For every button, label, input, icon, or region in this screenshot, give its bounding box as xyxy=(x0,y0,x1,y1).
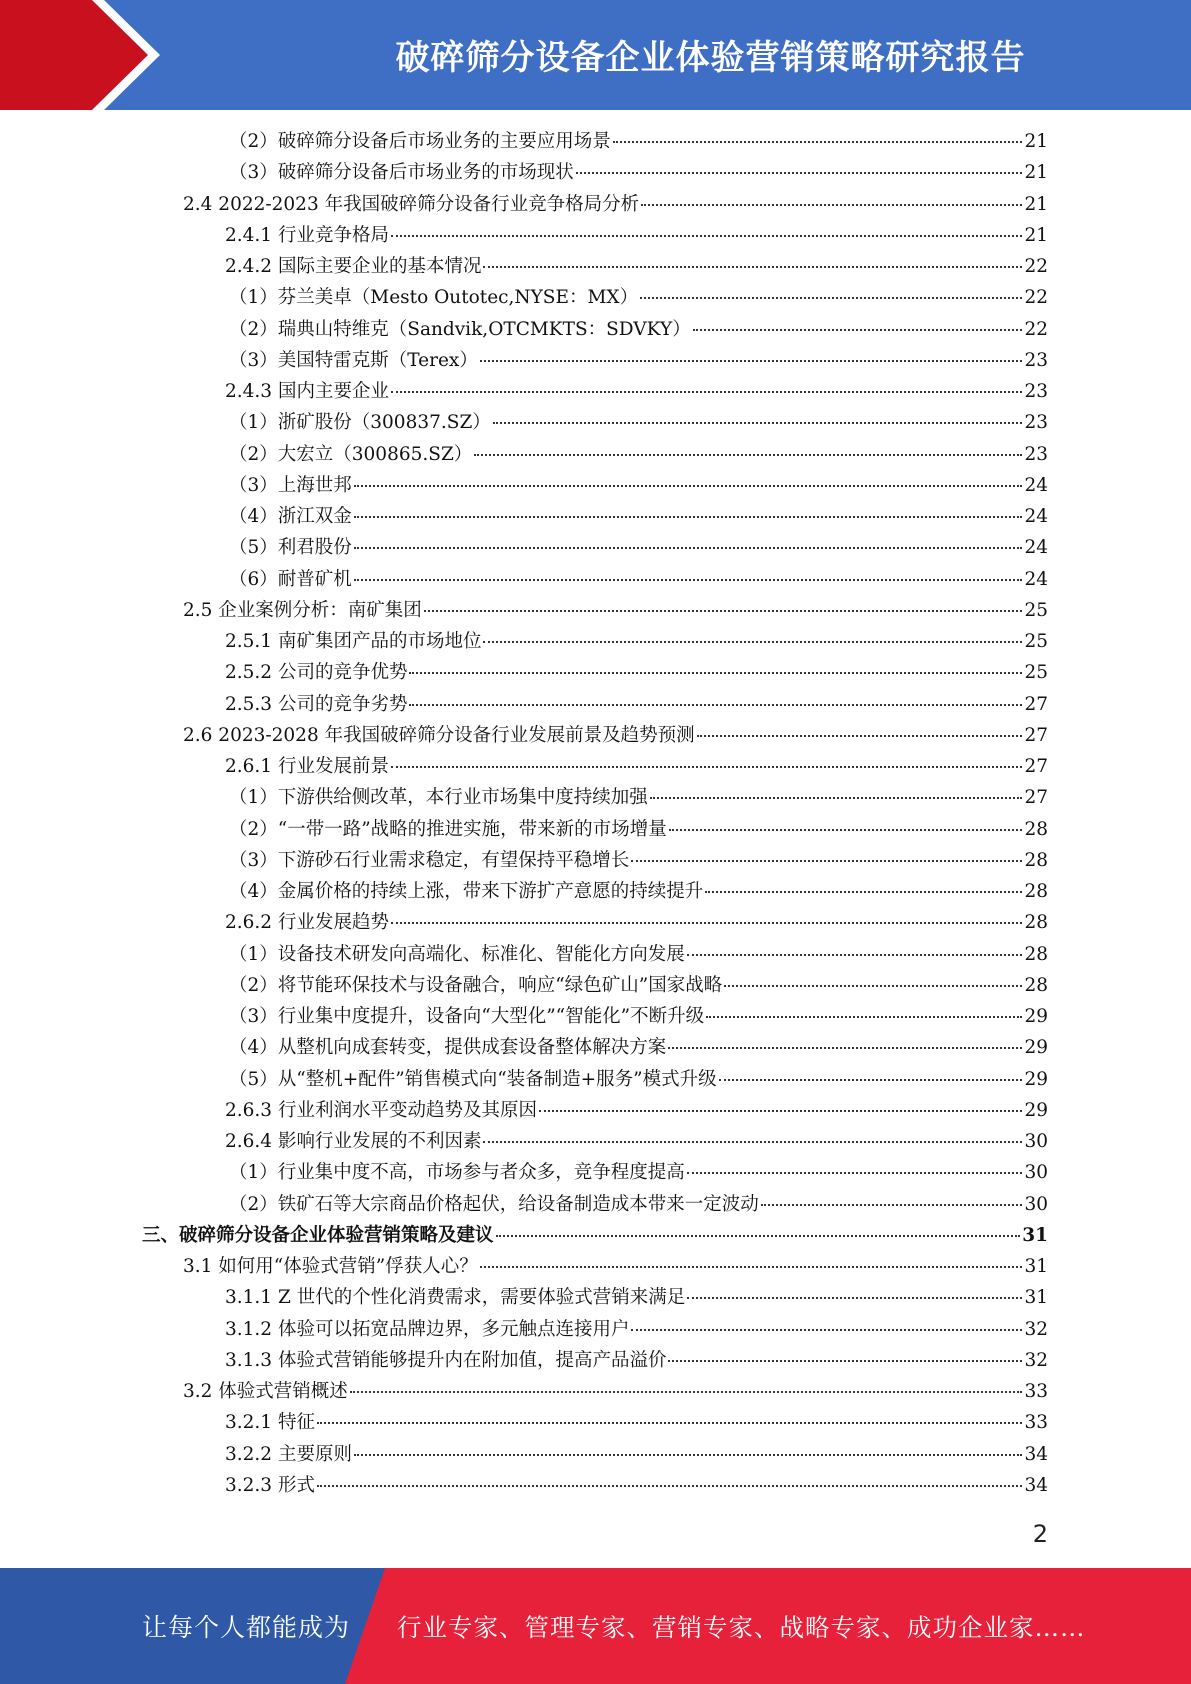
toc-entry-label: 2.5.3 公司的竞争劣势 xyxy=(225,693,408,715)
toc-dot-leader xyxy=(317,1422,1023,1424)
toc-entry-label: 2.5.1 南矿集团产品的市场地位 xyxy=(225,631,482,652)
toc-entry-label: 2.6.3 行业利润水平变动趋势及其原因 xyxy=(225,1099,537,1121)
toc-dot-leader xyxy=(640,297,1022,299)
toc-dot-leader xyxy=(391,766,1022,768)
toc-entry[interactable] xyxy=(183,720,1048,751)
toc-entry-label: （2）破碎筛分设备后市场业务的主要应用场景 xyxy=(229,131,611,152)
toc-entry-label: 3.2 体验式营销概述 xyxy=(183,1381,348,1402)
toc-entry-page: 21 xyxy=(1024,162,1048,184)
toc-entry-label: 2.4 2022-2023 年我国破碎筛分设备行业竞争格局分析 xyxy=(183,193,640,215)
toc-entry-label: 3.1 如何用“体验式营销”俘获人心？ xyxy=(183,1256,478,1277)
toc-entry-label: 2.4.2 国际主要企业的基本情况 xyxy=(225,256,482,277)
toc-entry-page: 28 xyxy=(1024,818,1048,840)
toc-entry-page: 24 xyxy=(1024,506,1048,527)
toc-entry-page: 30 xyxy=(1024,1162,1048,1184)
toc-entry-label: （2）铁矿石等大宗商品价格起伏，给设备制造成本带来一定波动 xyxy=(229,1193,759,1215)
toc-entry-page: 22 xyxy=(1024,256,1048,277)
toc-entry[interactable] xyxy=(229,939,1048,970)
toc-entry-page: 31 xyxy=(1024,1256,1048,1277)
toc-entry-page: 25 xyxy=(1024,662,1048,684)
toc-entry-label: （4）浙江双金 xyxy=(229,506,352,527)
toc-dot-leader xyxy=(761,1204,1023,1206)
toc-entry[interactable] xyxy=(225,1407,1048,1438)
toc-dot-leader xyxy=(496,1235,1021,1237)
toc-dot-leader xyxy=(483,641,1022,643)
toc-entry-page: 24 xyxy=(1024,568,1048,590)
toc-entry[interactable] xyxy=(229,564,1048,595)
toc-entry-label: （3）美国特雷克斯（Terex） xyxy=(229,349,478,371)
toc-entry-page: 34 xyxy=(1024,1474,1048,1496)
toc-entry-label: 三、破碎筛分设备企业体验营销策略及建议 xyxy=(142,1224,494,1246)
footer-slogan-left: 让每个人都能成为 xyxy=(142,1613,351,1642)
toc-entry[interactable] xyxy=(225,251,1048,282)
toc-dot-leader xyxy=(354,579,1023,581)
toc-dot-leader xyxy=(354,516,1023,518)
toc-dot-leader xyxy=(409,672,1022,674)
toc-entry-label: 2.6.4 影响行业发展的不利因素 xyxy=(225,1131,482,1152)
toc-entry-page: 23 xyxy=(1024,412,1048,434)
toc-entry[interactable] xyxy=(183,189,1048,220)
toc-entry-page: 28 xyxy=(1024,912,1048,934)
toc-entry-label: （1）芬兰美卓（Mesto Outotec,NYSE：MX） xyxy=(229,287,639,309)
toc-entry[interactable] xyxy=(225,1095,1048,1126)
toc-entry[interactable] xyxy=(229,1157,1048,1188)
toc-entry-page: 29 xyxy=(1024,1068,1048,1090)
toc-entry-label: （3）行业集中度提升，设备向“大型化”“智能化”不断升级 xyxy=(229,1006,705,1027)
toc-entry-label: 3.1.1 Z 世代的个性化消费需求，需要体验式营销来满足 xyxy=(225,1287,686,1309)
toc-entry-page: 28 xyxy=(1024,849,1048,871)
toc-dot-leader xyxy=(705,891,1022,893)
toc-dot-leader xyxy=(480,360,1023,362)
toc-entry[interactable] xyxy=(225,626,1048,657)
toc-dot-leader xyxy=(409,704,1022,706)
toc-entry[interactable] xyxy=(229,501,1048,532)
toc-entry-page: 33 xyxy=(1024,1381,1048,1402)
toc-entry-page: 22 xyxy=(1024,287,1048,309)
toc-entry-page: 29 xyxy=(1024,1099,1048,1121)
toc-entry-page: 21 xyxy=(1024,131,1048,152)
toc-entry-page: 27 xyxy=(1024,756,1048,777)
toc-dot-leader xyxy=(706,1016,1022,1018)
toc-entry-label: （1）设备技术研发向高端化、标准化、智能化方向发展 xyxy=(229,943,685,965)
toc-entry-page: 31 xyxy=(1024,1287,1048,1309)
toc-entry-page: 23 xyxy=(1024,381,1048,402)
toc-dot-leader xyxy=(391,235,1022,237)
report-title: 破碎筛分设备企业体验营销策略研究报告 xyxy=(395,37,1026,78)
toc-entry-page: 25 xyxy=(1024,599,1048,621)
toc-entry-page: 25 xyxy=(1024,631,1048,652)
toc-entry[interactable] xyxy=(229,1032,1048,1063)
toc-entry-label: （1）浙矿股份（300837.SZ） xyxy=(229,412,491,434)
toc-entry-label: 2.6.1 行业发展前景 xyxy=(225,756,389,777)
toc-entry[interactable] xyxy=(225,1282,1048,1313)
page-number: 2 xyxy=(1032,1520,1048,1548)
toc-entry-label: 2.4.1 行业竞争格局 xyxy=(225,224,389,246)
toc-entry-page: 30 xyxy=(1024,1131,1048,1152)
toc-dot-leader xyxy=(724,985,1022,987)
toc-entry-label: （3）上海世邦 xyxy=(229,474,352,496)
toc-entry[interactable] xyxy=(225,1439,1048,1470)
toc-entry-label: （3）破碎筛分设备后市场业务的市场现状 xyxy=(229,162,574,184)
toc-entry[interactable] xyxy=(183,1376,1048,1407)
toc-entry[interactable] xyxy=(225,1314,1048,1345)
toc-entry-page: 27 xyxy=(1024,724,1048,746)
toc-entry-label: 2.5.2 公司的竞争优势 xyxy=(225,662,408,684)
toc-entry[interactable] xyxy=(225,1126,1048,1157)
toc-entry-page: 29 xyxy=(1024,1006,1048,1027)
header-arrow-decoration xyxy=(0,0,230,110)
toc-entry-page: 21 xyxy=(1024,193,1048,215)
toc-entry[interactable] xyxy=(229,1001,1048,1032)
toc-entry-page: 23 xyxy=(1024,443,1048,465)
toc-dot-leader xyxy=(539,1110,1022,1112)
toc-entry[interactable] xyxy=(229,157,1048,188)
toc-dot-leader xyxy=(697,735,1023,737)
toc-entry-label: 2.6.2 行业发展趋势 xyxy=(225,912,389,934)
toc-dot-leader xyxy=(641,204,1022,206)
page-header xyxy=(0,0,1191,110)
toc-entry-page: 28 xyxy=(1024,974,1048,996)
toc-entry-label: （5）从“整机+配件”销售模式向“装备制造+服务”模式升级 xyxy=(229,1068,717,1090)
toc-entry-page: 33 xyxy=(1024,1412,1048,1434)
toc-entry[interactable] xyxy=(225,907,1048,938)
toc-entry-label: （1）下游供给侧改革，本行业市场集中度持续加强 xyxy=(229,787,648,809)
toc-entry[interactable] xyxy=(229,1189,1048,1220)
toc-dot-leader xyxy=(493,422,1023,424)
toc-entry-label: （6）耐普矿机 xyxy=(229,568,352,590)
toc-entry[interactable] xyxy=(225,751,1048,782)
toc-dot-leader xyxy=(687,1172,1023,1174)
toc-dot-leader xyxy=(483,1141,1022,1143)
toc-dot-leader xyxy=(391,391,1022,393)
toc-entry-label: （5）利君股份 xyxy=(229,537,352,559)
toc-entry[interactable] xyxy=(225,657,1048,688)
toc-entry-label: 2.4.3 国内主要企业 xyxy=(225,381,389,402)
toc-entry[interactable] xyxy=(183,1251,1048,1282)
toc-entry-page: 21 xyxy=(1024,224,1048,246)
toc-entry[interactable] xyxy=(229,845,1048,876)
toc-dot-leader xyxy=(669,829,1023,831)
toc-entry[interactable] xyxy=(229,345,1048,376)
toc-entry-page: 32 xyxy=(1024,1349,1048,1371)
toc-entry[interactable] xyxy=(229,126,1048,157)
toc-entry-page: 24 xyxy=(1024,474,1048,496)
toc-dot-leader xyxy=(613,141,1023,143)
toc-dot-leader xyxy=(650,797,1023,799)
toc-entry[interactable] xyxy=(229,970,1048,1001)
toc-entry-label: （4）金属价格的持续上涨，带来下游扩产意愿的持续提升 xyxy=(229,881,704,902)
toc-entry-label: 3.2.2 主要原则 xyxy=(225,1443,352,1465)
toc-dot-leader xyxy=(687,1297,1022,1299)
toc-entry[interactable] xyxy=(225,689,1048,720)
toc-dot-leader xyxy=(576,172,1023,174)
toc-dot-leader xyxy=(687,954,1023,956)
toc-entry[interactable] xyxy=(229,439,1048,470)
toc-dot-leader xyxy=(480,1266,1023,1268)
toc-entry-page: 34 xyxy=(1024,1443,1048,1465)
toc-entry-label: （2）瑞典山特维克（Sandvik,OTCMKTS：SDVKY） xyxy=(229,318,691,340)
toc-dot-leader xyxy=(719,1079,1023,1081)
toc-entry[interactable] xyxy=(229,470,1048,501)
toc-dot-leader xyxy=(631,860,1022,862)
toc-entry-page: 30 xyxy=(1024,1193,1048,1215)
toc-entry-page: 28 xyxy=(1024,943,1048,965)
toc-entry[interactable] xyxy=(229,407,1048,438)
toc-entry-label: 3.1.3 体验式营销能够提升内在附加值，提高产品溢价 xyxy=(225,1349,667,1371)
toc-entry-label: （3）下游砂石行业需求稳定，有望保持平稳增长 xyxy=(229,849,630,871)
toc-entry-page: 27 xyxy=(1024,693,1048,715)
toc-entry-label: 2.6 2023-2028 年我国破碎筛分设备行业发展前景及趋势预测 xyxy=(183,724,695,746)
toc-entry-page: 23 xyxy=(1024,349,1048,371)
toc-entry-label: 3.2.3 形式 xyxy=(225,1474,315,1496)
toc-entry[interactable] xyxy=(229,1064,1048,1095)
toc-dot-leader xyxy=(317,1485,1023,1487)
toc-entry-label: 3.2.1 特征 xyxy=(225,1412,315,1434)
toc-entry[interactable] xyxy=(142,1220,1048,1251)
toc-entry-page: 32 xyxy=(1024,1318,1048,1340)
toc-entry[interactable] xyxy=(225,1345,1048,1376)
footer-slogan-right: 行业专家、管理专家、营销专家、战略专家、成功企业家…… xyxy=(397,1612,1086,1642)
toc-entry[interactable] xyxy=(229,532,1048,563)
toc-entry-label: （2）“一带一路”战略的推进实施，带来新的市场增量 xyxy=(229,818,667,840)
toc-dot-leader xyxy=(483,266,1022,268)
toc-entry-page: 29 xyxy=(1024,1037,1048,1059)
toc-entry[interactable] xyxy=(229,314,1048,345)
toc-entry-label: （1）行业集中度不高，市场参与者众多，竞争程度提高 xyxy=(229,1162,685,1184)
toc-dot-leader xyxy=(668,1047,1022,1049)
toc-entry-page: 24 xyxy=(1024,537,1048,559)
toc-entry-page: 22 xyxy=(1024,318,1048,340)
page-footer xyxy=(0,1568,1191,1684)
toc-entry-label: 3.1.2 体验可以拓宽品牌边界，多元触点连接用户 xyxy=(225,1318,630,1340)
toc-entry-page: 27 xyxy=(1024,787,1048,809)
toc-entry[interactable] xyxy=(229,782,1048,813)
toc-entry[interactable] xyxy=(229,814,1048,845)
toc-entry[interactable] xyxy=(183,595,1048,626)
toc-entry-label: （2）将节能环保技术与设备融合，响应“绿色矿山”国家战略 xyxy=(229,974,723,996)
toc-entry[interactable] xyxy=(229,282,1048,313)
toc-entry[interactable] xyxy=(225,376,1048,407)
toc-entry[interactable] xyxy=(225,1470,1048,1501)
toc-entry-label: （2）大宏立（300865.SZ） xyxy=(229,443,473,465)
toc-dot-leader xyxy=(474,454,1022,456)
toc-dot-leader xyxy=(354,547,1023,549)
toc-dot-leader xyxy=(693,329,1023,331)
toc-dot-leader xyxy=(631,1329,1022,1331)
toc-dot-leader xyxy=(354,1454,1023,1456)
toc-entry-page: 28 xyxy=(1024,881,1048,902)
toc-dot-leader xyxy=(424,610,1023,612)
toc-entry-label: 2.5 企业案例分析：南矿集团 xyxy=(183,599,422,621)
toc-entry[interactable] xyxy=(225,220,1048,251)
toc-dot-leader xyxy=(668,1360,1022,1362)
toc-entry-page: 31 xyxy=(1022,1224,1048,1246)
toc-dot-leader xyxy=(350,1391,1023,1393)
toc-dot-leader xyxy=(391,922,1022,924)
toc-dot-leader xyxy=(354,485,1023,487)
toc-entry[interactable] xyxy=(229,876,1048,907)
toc-entry-label: （4）从整机向成套转变，提供成套设备整体解决方案 xyxy=(229,1037,667,1059)
